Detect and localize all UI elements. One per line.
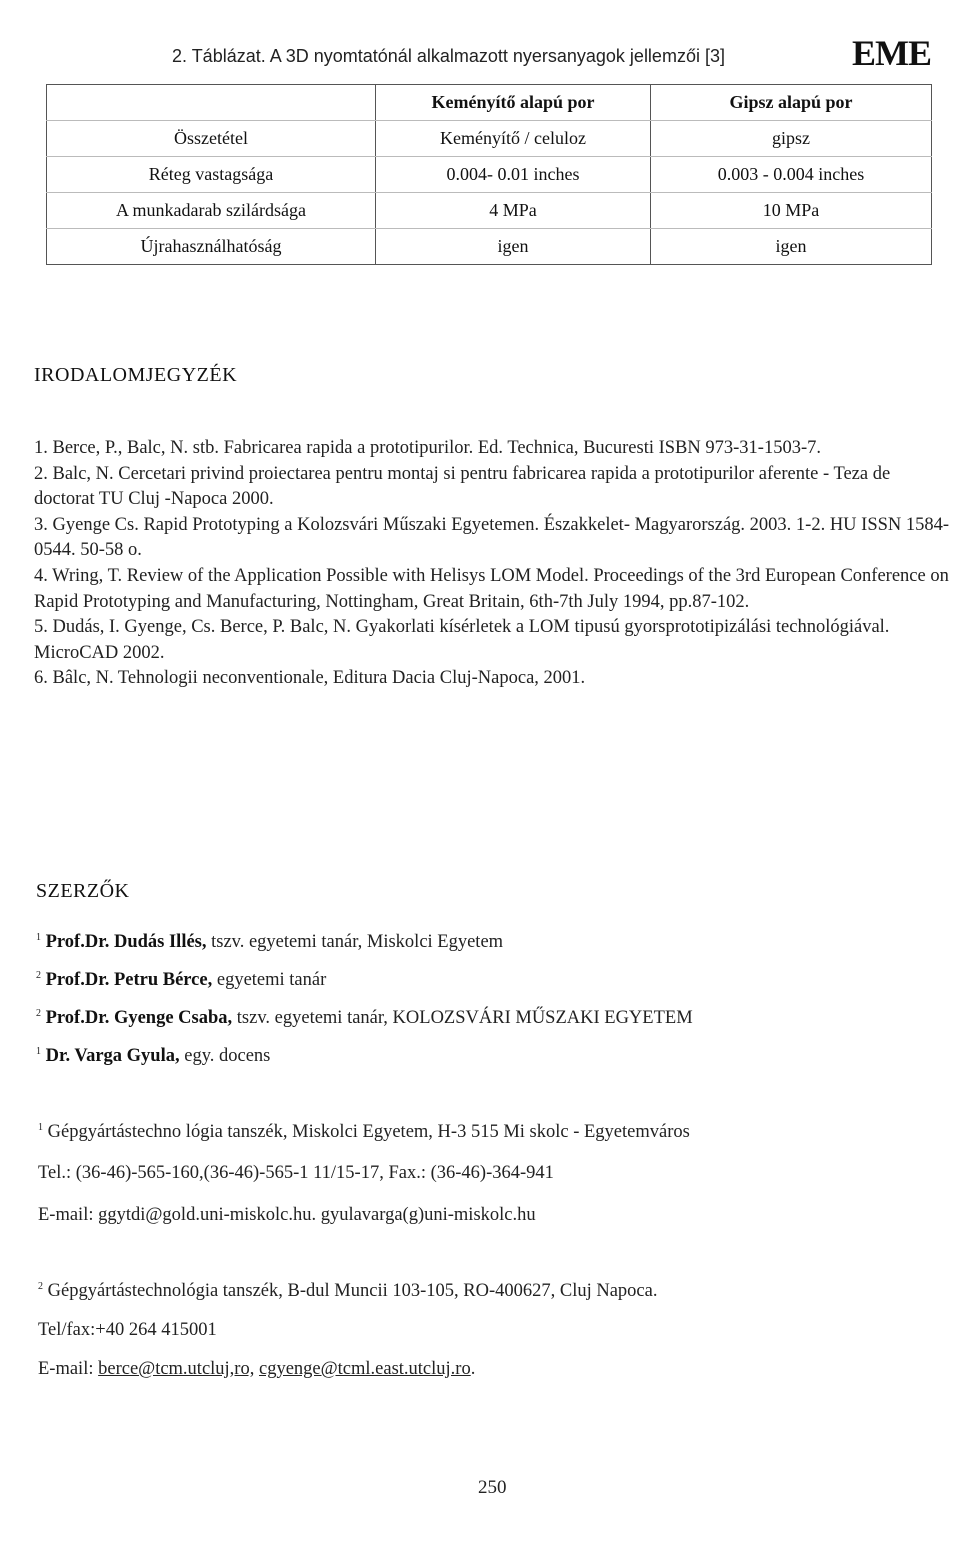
table-cell: Újrahasználhatóság: [47, 229, 376, 265]
reference-item: 3. Gyenge Cs. Rapid Prototyping a Kolozsvári Műszaki Egyetemen. Északkelet- Magyarország. 2003. 1-2. HU ISSN 1584-0544. 50-58 o.: [34, 514, 950, 561]
affiliation-2-email: [38, 1359, 475, 1380]
reference-item: 2. Balc, N. Cercetari privind proiectarea pentru montaj si pentru fabricarea rapida a prototipurilor aferente - Teza de doctorat TU Cluj -Napoca 2000.: [34, 463, 891, 510]
author-affiliation-mark: 1: [36, 932, 41, 943]
author-name: Prof.Dr. Gyenge Csaba,: [45, 1008, 233, 1029]
references-heading: IRODALOMJEGYZÉK: [34, 364, 238, 386]
email-label: E-mail:: [38, 1359, 99, 1379]
author-role: tszv. egyetemi tanár, Miskolci Egyetem: [206, 932, 504, 953]
email-link[interactable]: cgyenge@tcml.east.utcluj.ro: [258, 1359, 471, 1379]
affiliation-mark: 1: [38, 1122, 43, 1133]
table-row: [47, 193, 932, 229]
author-name: Prof.Dr. Petru Bérce,: [45, 970, 213, 991]
affiliation-mark: 2: [38, 1281, 43, 1292]
table-header-cell: Keményítő alapú por: [376, 85, 651, 121]
affiliation-2-phone: Tel/fax:+40 264 415001: [38, 1320, 217, 1340]
table-cell: Réteg vastagsága: [47, 157, 376, 193]
table-cell: 4 MPa: [376, 193, 651, 229]
authors-heading: SZERZŐK: [36, 880, 130, 902]
author-role: egy. docens: [179, 1046, 271, 1067]
table-header-row: [47, 85, 932, 121]
affiliation-1-department: [38, 1122, 690, 1143]
reference-item: 1. Berce, P., Balc, N. stb. Fabricarea rapida a prototipurilor. Ed. Technica, Bucuresti ISBN 973-31-1503-7.: [34, 438, 821, 458]
author-affiliation-mark: 2: [36, 1008, 41, 1019]
email-end: .: [470, 1359, 476, 1379]
affiliation-2-department: [38, 1281, 657, 1302]
table-cell: Keményítő / celuloz: [376, 121, 651, 157]
author-name: Dr. Varga Gyula,: [45, 1046, 180, 1067]
reference-list: [34, 436, 952, 692]
author-line: [36, 1046, 270, 1067]
author-line: [36, 970, 326, 991]
table-cell: igen: [651, 229, 932, 265]
affiliation-1-phone: Tel.: (36-46)-565-160,(36-46)-565-1 11/15-17, Fax.: (36-46)-364-941: [38, 1163, 554, 1183]
author-affiliation-mark: 2: [36, 970, 41, 981]
table-row: [47, 157, 932, 193]
author-role: tszv. egyetemi tanár, KOLOZSVÁRI MŰSZAKI EGYETEM: [232, 1008, 693, 1029]
materials-table: [46, 84, 932, 265]
author-affiliation-mark: 1: [36, 1046, 41, 1057]
table-caption: 2. Táblázat. A 3D nyomtatónál alkalmazott nyersanyagok jellemzői [3]: [172, 46, 725, 66]
reference-item: 5. Dudás, I. Gyenge, Cs. Berce, P. Balc, N. Gyakorlati kísérletek a LOM tipusú gyorsprototipizálási technológiával. MicroCAD 2002.: [34, 617, 890, 663]
affiliation-1-email: E-mail: ggytdi@gold.uni-miskolc.hu. gyulavarga(g)uni-miskolc.hu: [38, 1205, 536, 1225]
affiliation-text: Gépgyártástechnológia tanszék, B-dul Muncii 103-105, RO-400627, Cluj Napoca.: [43, 1281, 658, 1302]
page-number: 250: [478, 1477, 507, 1498]
table-row: [47, 121, 932, 157]
eme-logo: EME: [852, 33, 932, 73]
table-header-cell: Gipsz alapú por: [651, 85, 932, 121]
author-line: [36, 1008, 693, 1029]
table-cell: 0.003 - 0.004 inches: [651, 157, 932, 193]
table-row: [47, 229, 932, 265]
author-line: [36, 932, 503, 953]
table-cell: Összetétel: [47, 121, 376, 157]
affiliation-text: Gépgyártástechno lógia tanszék, Miskolci Egyetem, H-3 515 Mi skolc - Egyetemváros: [43, 1122, 690, 1143]
table-cell: gipsz: [651, 121, 932, 157]
table-header-cell: [47, 85, 376, 121]
reference-item: 6. Bâlc, N. Tehnologii neconventionale, Editura Dacia Cluj-Napoca, 2001.: [34, 668, 586, 689]
table-cell: A munkadarab szilárdsága: [47, 193, 376, 229]
email-link[interactable]: berce@tcm.utcluj,ro,: [98, 1359, 255, 1379]
author-name: Prof.Dr. Dudás Illés,: [45, 932, 207, 953]
table-cell: 10 MPa: [651, 193, 932, 229]
table-cell: igen: [376, 229, 651, 265]
reference-item: 4. Wring, T. Review of the Application Possible with Helisys LOM Model. Proceedings of the 3rd European Conference on Rapid Prototyping and Manufacturing, Nottingham, Great Britain, 6th-7th July 1994, pp.87-102.: [34, 565, 949, 612]
table-cell: 0.004- 0.01 inches: [376, 157, 651, 193]
author-role: egyetemi tanár: [212, 970, 327, 991]
